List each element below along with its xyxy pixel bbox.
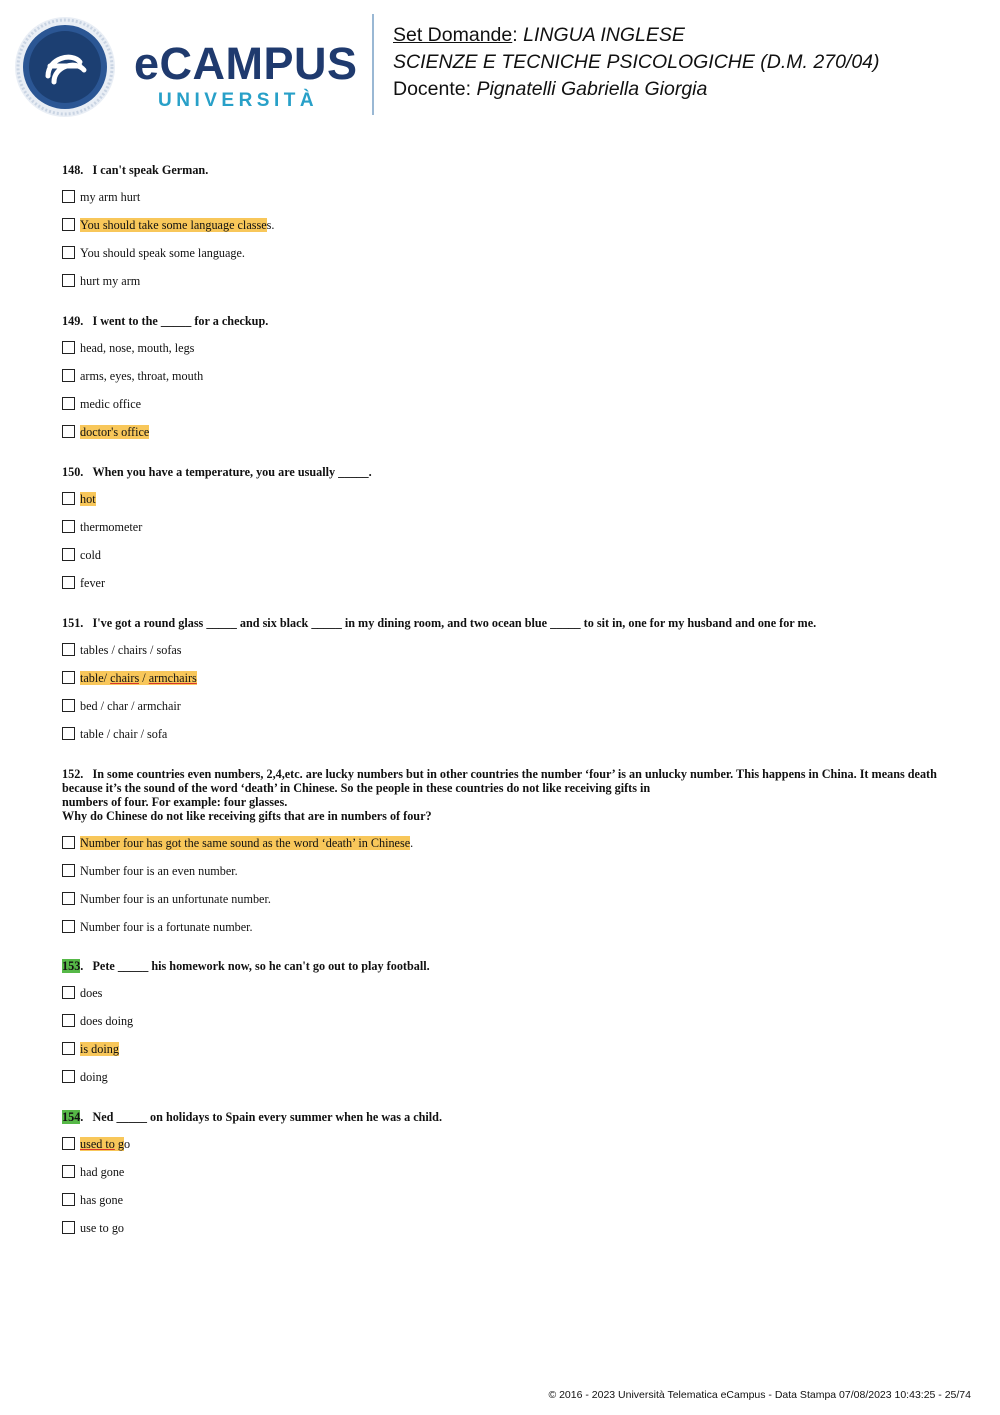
answer-underline: used to xyxy=(80,1137,115,1151)
question-text: When you have a temperature, you are usually _____. xyxy=(92,465,372,479)
answer-label: doing xyxy=(80,1070,108,1084)
answer-label: Number four has got the same sound as the word ‘death’ in Chinese. xyxy=(80,836,414,850)
teacher-label: Docente: xyxy=(393,78,477,100)
course-line xyxy=(393,49,880,76)
question-number: 154 xyxy=(62,1110,81,1124)
question-title: 153. Pete _____ his homework now, so he can't go out to play football. xyxy=(62,959,430,973)
answer-option[interactable] xyxy=(62,273,952,289)
answer-option[interactable] xyxy=(62,1164,952,1180)
answer-option[interactable] xyxy=(62,670,952,686)
answer-checkbox[interactable] xyxy=(62,218,75,231)
ecampus-logo xyxy=(14,14,358,118)
answer-checkbox[interactable] xyxy=(62,397,75,410)
question-149 xyxy=(62,314,952,452)
set-line: Set Domande: LINGUA INGLESE xyxy=(393,24,685,46)
answer-option[interactable] xyxy=(62,368,952,384)
answer-option[interactable] xyxy=(62,491,952,507)
answer-option[interactable] xyxy=(62,245,952,261)
answer-checkbox[interactable] xyxy=(62,576,75,589)
question-text: Ned _____ on holidays to Spain every summer when he was a child. xyxy=(92,1110,442,1124)
answer-option[interactable] xyxy=(62,1069,952,1085)
question-text: Pete _____ his homework now, so he can't go out to play football. xyxy=(92,959,430,973)
answer-label: arms, eyes, throat, mouth xyxy=(80,369,204,383)
answer-label: bed / char / armchair xyxy=(80,699,181,713)
answer-checkbox[interactable] xyxy=(62,864,75,877)
question-number: 153 xyxy=(62,959,81,973)
answer-checkbox[interactable] xyxy=(62,492,75,505)
header-divider xyxy=(372,14,374,115)
question-title: 149. I went to the _____ for a checkup. xyxy=(62,314,269,328)
answer-label: does doing xyxy=(80,1014,134,1028)
teacher-name: Pignatelli Gabriella Giorgia xyxy=(476,78,708,100)
answer-label: fever xyxy=(80,576,106,590)
question-title: 151. I've got a round glass _____ and six black _____ in my dining room, and two ocean blue _____ to sit in, one for my husband and one for me. xyxy=(62,616,817,630)
answer-checkbox[interactable] xyxy=(62,1014,75,1027)
answer-label: hurt my arm xyxy=(80,274,141,288)
course: SCIENZE E TECNICHE PSICOLOGICHE (D.M. 270/04) xyxy=(393,51,880,73)
answer-option[interactable] xyxy=(62,189,952,205)
answer-option[interactable] xyxy=(62,1041,952,1057)
answer-label: does xyxy=(80,986,103,1000)
question-number: 149 xyxy=(62,314,81,328)
answer-checkbox[interactable] xyxy=(62,727,75,740)
answer-checkbox[interactable] xyxy=(62,520,75,533)
answer-checkbox[interactable] xyxy=(62,699,75,712)
answer-highlight: used to g xyxy=(80,1137,125,1151)
answer-highlight: doctor's office xyxy=(80,425,150,439)
answer-checkbox[interactable] xyxy=(62,274,75,287)
answer-option[interactable] xyxy=(62,547,952,563)
answer-label: You should speak some language. xyxy=(80,246,245,260)
question-number: 150 xyxy=(62,465,81,479)
answer-checkbox[interactable] xyxy=(62,920,75,933)
set-label: Set Domande xyxy=(393,24,513,46)
answer-option[interactable] xyxy=(62,340,952,356)
answer-label: Number four is an even number. xyxy=(80,864,238,878)
answer-label: tables / chairs / sofas xyxy=(80,643,182,657)
answer-label: thermometer xyxy=(80,520,143,534)
question-number: 152 xyxy=(62,767,81,781)
answer-option[interactable] xyxy=(62,985,952,1001)
answer-option[interactable] xyxy=(62,396,952,412)
answer-checkbox[interactable] xyxy=(62,1165,75,1178)
answer-label: has gone xyxy=(80,1193,123,1207)
answer-highlight: You should take some language classe xyxy=(80,218,267,232)
subject: LINGUA INGLESE xyxy=(523,24,685,46)
brand-subtitle: UNIVERSITÀ xyxy=(158,90,319,111)
answer-option[interactable] xyxy=(62,424,952,440)
answer-option[interactable] xyxy=(62,1013,952,1029)
answer-option[interactable] xyxy=(62,891,952,907)
question-text: In some countries even numbers, 2,4,etc. are lucky numbers but in other countries the number ‘four’ is an unlucky number. This happens in China. It means death because it’s the sound of the word ‘death’ in Chinese. So the people in these countries do not like receiving gifts in numbers of four. For example: four glasses. Why do Chinese do not like receiving gifts that are in numbers of four? xyxy=(62,767,937,823)
answer-label: medic office xyxy=(80,397,142,411)
question-number: 151 xyxy=(62,616,81,630)
question-title: 150. When you have a temperature, you are usually _____. xyxy=(62,465,372,479)
question-text: I've got a round glass _____ and six black _____ in my dining room, and two ocean blue _____ to sit in, one for my husband and one for me. xyxy=(92,616,817,630)
answer-option[interactable] xyxy=(62,698,952,714)
answer-label: head, nose, mouth, legs xyxy=(80,341,195,355)
answer-checkbox[interactable] xyxy=(62,1042,75,1055)
page-header xyxy=(0,0,1000,130)
answer-label: You should take some language classes. xyxy=(80,218,275,232)
ecampus-emblem-icon xyxy=(14,16,116,118)
answer-label: my arm hurt xyxy=(80,190,141,204)
question-text: I went to the _____ for a checkup. xyxy=(92,314,269,328)
answer-label: Number four is an unfortunate number. xyxy=(80,892,271,906)
answer-label xyxy=(80,491,96,507)
answer-label xyxy=(80,670,197,686)
answer-checkbox[interactable] xyxy=(62,1137,75,1150)
answer-highlight: chairs xyxy=(110,671,140,685)
answer-option[interactable] xyxy=(62,1220,952,1236)
answer-option[interactable] xyxy=(62,863,952,879)
answer-label xyxy=(80,424,149,440)
answer-checkbox[interactable] xyxy=(62,1193,75,1206)
answer-highlight: table/ xyxy=(80,671,111,685)
answer-option[interactable] xyxy=(62,642,952,658)
question-title: 148. I can't speak German. xyxy=(62,163,209,177)
answer-checkbox[interactable] xyxy=(62,671,75,684)
answer-checkbox[interactable] xyxy=(62,190,75,203)
answer-checkbox[interactable] xyxy=(62,892,75,905)
answer-option[interactable] xyxy=(62,1136,952,1152)
page-footer: © 2016 - 2023 Università Telematica eCampus - Data Stampa 07/08/2023 10:43:25 - 25/74 xyxy=(548,1389,971,1401)
question-154 xyxy=(62,1110,952,1248)
answer-option[interactable] xyxy=(62,919,952,935)
answer-option[interactable] xyxy=(62,835,952,851)
answer-checkbox[interactable] xyxy=(62,836,75,849)
answer-checkbox[interactable] xyxy=(62,1070,75,1083)
question-151 xyxy=(62,616,952,754)
answer-label: Number four is a fortunate number. xyxy=(80,920,253,934)
answer-label: used to go xyxy=(80,1137,131,1151)
answer-highlight: armchairs xyxy=(148,671,197,685)
question-152 xyxy=(62,767,952,947)
answer-label: use to go xyxy=(80,1221,125,1235)
answer-checkbox[interactable] xyxy=(62,425,75,438)
answer-checkbox[interactable] xyxy=(62,643,75,656)
answer-option[interactable] xyxy=(62,1192,952,1208)
answer-option[interactable] xyxy=(62,575,952,591)
answer-checkbox[interactable] xyxy=(62,341,75,354)
answer-highlight: / xyxy=(139,671,149,685)
answer-label xyxy=(80,1041,119,1057)
question-text: I can't speak German. xyxy=(92,163,209,177)
question-148 xyxy=(62,163,952,301)
question-title: 152. In some countries even numbers, 2,4,etc. are lucky numbers but in other countries the number ‘four’ is an unlucky number. This happens in China. It means death because it’s the sound of the word ‘death’ in Chinese. So the people in these countries do not like receiving gifts in numbers of four. For example: four glasses. Why do Chinese do not like receiving gifts that are in numbers of four? xyxy=(62,767,937,823)
answer-label: cold xyxy=(80,548,101,562)
teacher-line xyxy=(393,76,880,103)
answer-checkbox[interactable] xyxy=(62,986,75,999)
question-153 xyxy=(62,959,952,1097)
answer-option[interactable] xyxy=(62,726,952,742)
answer-highlight: Number four has got the same sound as the word ‘death’ in Chinese xyxy=(80,836,411,850)
question-number: 148 xyxy=(62,163,81,177)
brand-name: eCAMPUS xyxy=(134,38,358,89)
answer-label: had gone xyxy=(80,1165,125,1179)
answer-checkbox[interactable] xyxy=(62,1221,75,1234)
header-info xyxy=(393,22,880,103)
answer-highlight: hot xyxy=(80,492,96,506)
answer-checkbox[interactable] xyxy=(62,369,75,382)
answer-option[interactable] xyxy=(62,519,952,535)
answer-checkbox[interactable] xyxy=(62,246,75,259)
answer-label: table / chair / sofa xyxy=(80,727,168,741)
question-title: 154. Ned _____ on holidays to Spain every summer when he was a child. xyxy=(62,1110,442,1124)
answer-checkbox[interactable] xyxy=(62,548,75,561)
answer-highlight: is doing xyxy=(80,1042,119,1056)
answer-option[interactable] xyxy=(62,217,952,233)
question-150 xyxy=(62,465,952,603)
